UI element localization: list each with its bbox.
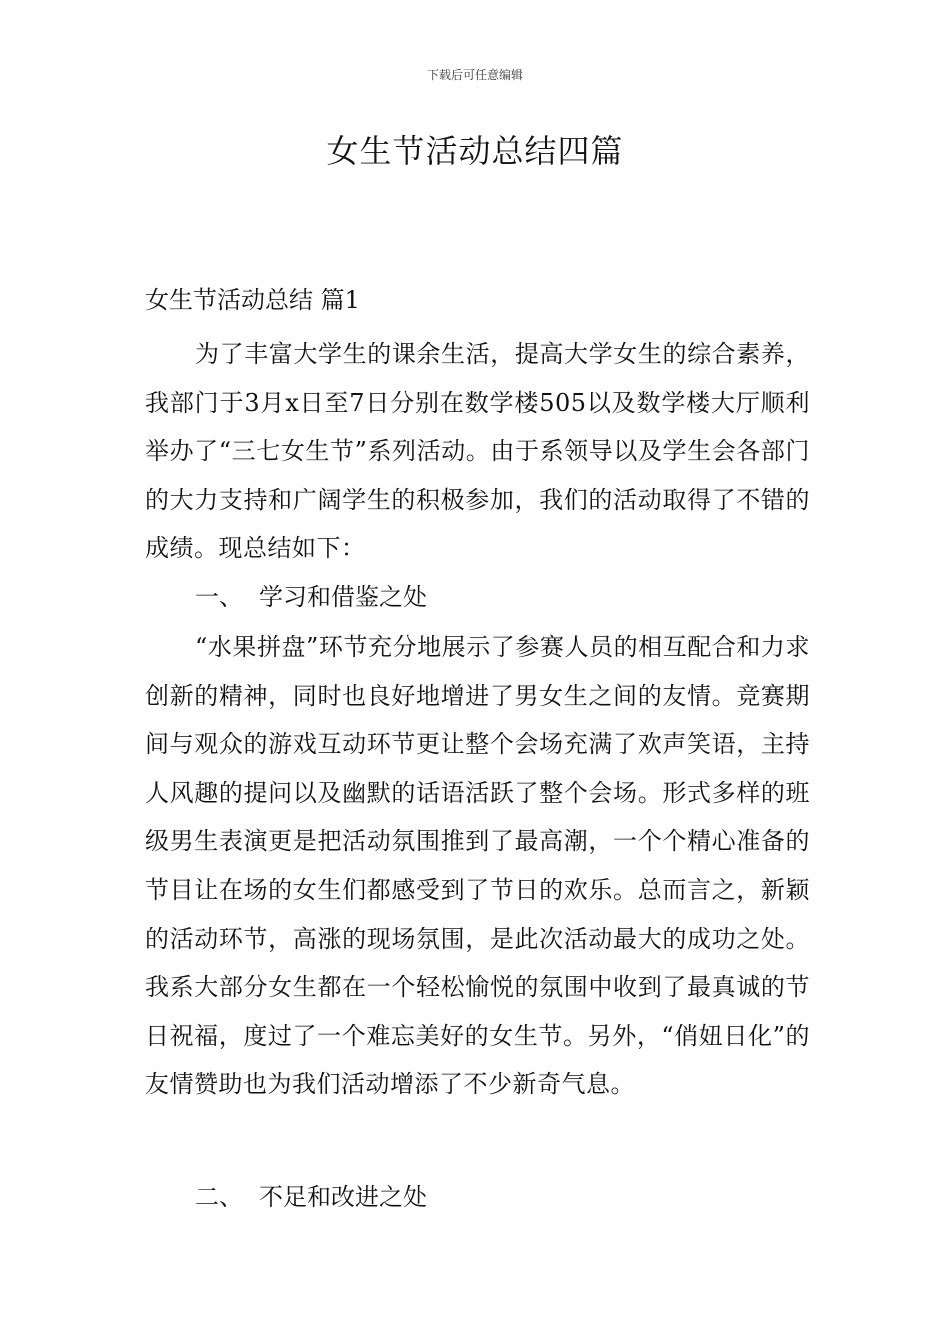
subheading-number: 二、 [195, 1183, 243, 1211]
header-note: 下载后可任意编辑 [426, 68, 523, 82]
subheading-learning [195, 573, 427, 621]
document-title: 女生节活动总结四篇 [326, 132, 624, 170]
section-heading: 女生节活动总结 篇1 [145, 286, 360, 314]
subheading-improvement [195, 1173, 427, 1221]
paragraph-intro: 为了丰富大学生的课余生活，提高大学女生的综合素养，我部门于3月x日至7日分别在数学楼505以及数学楼大厅顺利举办了“三七女生节”系列活动。由于系领导以及学生会各部门的大力支持和广阔学生的积极参加，我们的活动取得了不错的成绩。现总结如下： [145, 340, 810, 563]
subheading-label: 不足和改进之处 [259, 1183, 427, 1211]
subheading-label: 学习和借鉴之处 [259, 583, 427, 611]
paragraph-learning: “水果拼盘”环节充分地展示了参赛人员的相互配合和力求创新的精神，同时也良好地增进了男女生之间的友情。竞赛期间与观众的游戏互动环节更让整个会场充满了欢声笑语，主持人风趣的提问以及幽默的话语活跃了整个会场。形式多样的班级男生表演更是把活动氛围推到了最高潮，一个个精心准备的节目让在场的女生们都感受到了节日的欢乐。总而言之，新颖的活动环节，高涨的现场氛围，是此次活动最大的成功之处。我系大部分女生都在一个轻松愉悦的氛围中收到了最真诚的节日祝福，度过了一个难忘美好的女生节。另外，“俏妞日化”的友情赞助也为我们活动增添了不少新奇气息。 [145, 633, 810, 1099]
subheading-number: 一、 [195, 583, 243, 611]
